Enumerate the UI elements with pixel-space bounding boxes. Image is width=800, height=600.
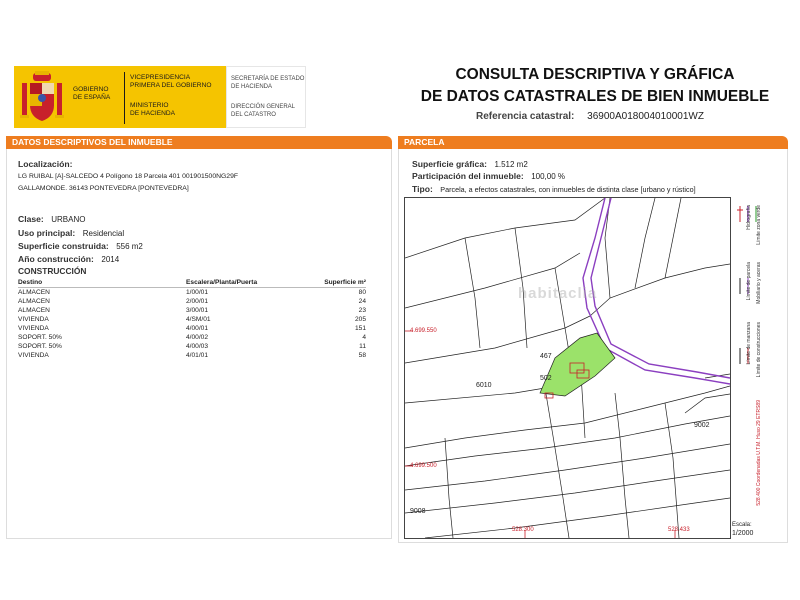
uso-value: Residencial xyxy=(82,229,125,238)
cell-destino: VIVIENDA xyxy=(18,325,49,332)
clase-label: Clase: xyxy=(18,214,44,224)
legend-zona-verde: Límite zona verde xyxy=(756,205,762,245)
participacion-value: 100,00 % xyxy=(531,172,566,181)
superficie-label: Superficie construida: xyxy=(18,241,109,251)
cell-destino: VIVIENDA xyxy=(18,316,49,323)
coord-label-east-1: 528.300 xyxy=(512,527,534,533)
tipo-row xyxy=(412,179,696,197)
gobierno-label: GOBIERNO DE ESPAÑA xyxy=(73,86,111,101)
document-title-line1: CONSULTA DESCRIPTIVA Y GRÁFICA xyxy=(455,66,735,83)
cell-destino: ALMACEN xyxy=(18,289,50,296)
anio-label: Año construcción: xyxy=(18,254,94,264)
table-row xyxy=(18,333,366,342)
cell-superficie: 80 xyxy=(358,289,366,296)
superficie-grafica-label: Superficie gráfica: xyxy=(412,159,487,169)
superficie-grafica-value: 1.512 m2 xyxy=(494,160,528,169)
cell-superficie: 11 xyxy=(359,343,366,350)
cell-destino: SOPORT. 50% xyxy=(18,334,62,341)
tipo-value: Parcela, a efectos catastrales, con inmuebles de distinta clase [urbano y rústico] xyxy=(440,185,696,194)
col-escalera: Escalera/Planta/Puerta xyxy=(186,279,258,286)
superficie-value: 556 m2 xyxy=(116,242,143,251)
localizacion-line1: LG RUIBAL [A]-SALCEDO 4 Polígono 18 Parcela 401 001901500NG29F xyxy=(18,173,239,180)
legend-hidrografia: Hidrografía xyxy=(746,205,752,230)
table-row xyxy=(18,342,366,351)
parcel-label-9002: 9002 xyxy=(694,422,710,429)
cell-escalera: 2/00/01 xyxy=(186,298,208,305)
ref-label: Referencia catastral: xyxy=(476,111,575,122)
coord-system-label: 528.400 Coordenadas U.T.M. Huso 29 ETRS89 xyxy=(756,400,762,506)
construccion-title: CONSTRUCCIÓN xyxy=(18,266,87,276)
cell-escalera: 4/00/02 xyxy=(186,334,208,341)
localizacion-label: Localización: xyxy=(18,159,73,169)
coord-label-north-2: 4.699.500 xyxy=(410,463,437,469)
vicepresidencia-label: VICEPRESIDENCIA PRIMERA DEL GOBIERNO xyxy=(130,74,212,89)
cell-superficie: 23 xyxy=(358,307,366,314)
parcela-bar: PARCELA xyxy=(398,136,788,149)
cell-escalera: 4/00/03 xyxy=(186,343,208,350)
document-title-line2: DE DATOS CATASTRALES DE BIEN INMUEBLE xyxy=(420,88,770,105)
legend-swatches xyxy=(731,198,775,538)
cell-escalera: 4/SM/01 xyxy=(186,316,211,323)
watermark: habitaclia xyxy=(518,285,598,302)
coord-label-north-1: 4.699.550 xyxy=(410,328,437,334)
anio-row xyxy=(18,249,119,267)
cadastral-reference xyxy=(400,111,790,122)
localizacion-line2: GALLAMONDE. 36143 PONTEVEDRA [PONTEVEDRA] xyxy=(18,185,189,192)
legend-construcciones: Límite de construcciones xyxy=(756,322,762,378)
coat-of-arms-icon xyxy=(20,71,64,125)
legend-parcela: Límite de parcela xyxy=(746,262,752,301)
cell-superficie: 205 xyxy=(354,316,366,323)
cadastral-map-drawing xyxy=(405,198,730,538)
construccion-table xyxy=(18,278,366,360)
parcel-label-502: 502 xyxy=(540,375,552,382)
ref-value: 36900A018004010001WZ xyxy=(587,111,704,122)
table-row xyxy=(18,315,366,324)
anio-value: 2014 xyxy=(101,255,120,264)
table-row xyxy=(18,324,366,333)
legend-manzana: Límite de manzana xyxy=(746,322,752,365)
parcel-label-9008: 9008 xyxy=(410,508,426,515)
cell-destino: SOPORT. 50% xyxy=(18,343,62,350)
participacion-label: Participación del inmueble: xyxy=(412,171,524,181)
table-row xyxy=(18,297,366,306)
cell-superficie: 4 xyxy=(362,334,366,341)
coord-label-east-2: 528.433 xyxy=(668,527,690,533)
cell-escalera: 3/00/01 xyxy=(186,307,208,314)
header-divider xyxy=(124,72,125,124)
table-row xyxy=(18,351,366,360)
ministerio-label: MINISTERIO DE HACIENDA xyxy=(130,102,176,117)
secretaria-label: SECRETARÍA DE ESTADO DE HACIENDA xyxy=(231,76,305,90)
cell-destino: ALMACEN xyxy=(18,307,50,314)
parcel-label-467: 467 xyxy=(540,353,552,360)
clase-value: URBANO xyxy=(51,215,86,224)
cell-superficie: 151 xyxy=(354,325,366,332)
uso-label: Uso principal: xyxy=(18,228,76,238)
datos-descriptivos-bar: DATOS DESCRIPTIVOS DEL INMUEBLE xyxy=(6,136,392,149)
direccion-label: DIRECCIÓN GENERAL DEL CATASTRO xyxy=(231,104,296,118)
scale-label: Escala: xyxy=(732,522,752,528)
table-row xyxy=(18,306,366,315)
parcel-label-6010: 6010 xyxy=(476,382,492,389)
col-superficie: Superficie m² xyxy=(324,279,366,286)
cell-superficie: 24 xyxy=(358,298,366,305)
cell-superficie: 58 xyxy=(358,352,366,359)
cell-escalera: 4/00/01 xyxy=(186,325,208,332)
table-header-row xyxy=(18,278,366,288)
tipo-label: Tipo: xyxy=(412,184,433,194)
cell-escalera: 1/00/01 xyxy=(186,289,208,296)
legend-mobiliario: Mobiliario y aceras xyxy=(756,262,762,304)
cell-destino: ALMACEN xyxy=(18,298,50,305)
scale-value: 1/2000 xyxy=(732,530,754,537)
cell-escalera: 4/01/01 xyxy=(186,352,208,359)
col-destino: Destino xyxy=(18,279,43,286)
cell-destino: VIVIENDA xyxy=(18,352,49,359)
table-row xyxy=(18,288,366,298)
